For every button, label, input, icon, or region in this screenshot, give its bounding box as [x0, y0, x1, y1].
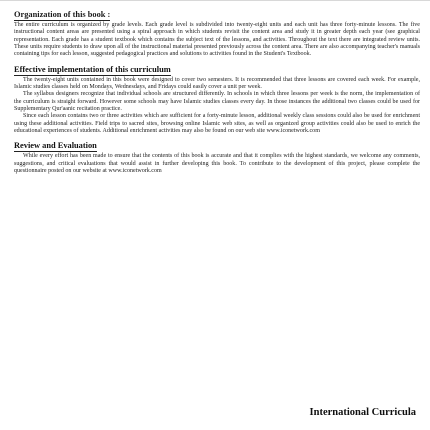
footer-brand: International Curricula	[309, 407, 416, 418]
implementation-paragraph-2: The syllabus designers recognize that individual schools are structured differently. In schools in which three lessons per week is the norm, the implementation of the curriculum is straight forward. However some schools may have Islamic studies classes every day. In those instances the additional two classes could be used for Supplementary Qur'aanic recitation practice.	[14, 91, 420, 113]
review-heading: Review and Evaluation	[14, 141, 97, 151]
implementation-section	[14, 59, 420, 136]
organization-section	[14, 4, 420, 59]
organization-paragraph: The entire curriculum is organized by grade levels. Each grade level is subdivided into twenty-eight units and each unit has three forty-minute lessons. The five instructional content areas are presented using a spiral approach in which students revisit the content area and study it in greater depth each year (see graphical representation. Each grade has a student textbook which contains the subject text of the lessons, and activities. Throughout the text there are integrated review units. These units require students to draw upon all of the instructional material presented previously across the content area. There are also accompanying teacher's manuals containing tips for each lesson, suggested pedagogical practices and solutions to activities found in the Student's Textbook.	[14, 22, 420, 58]
implementation-paragraph-1: The twenty-eight units contained in this book were designed to cover two semesters. It is recommended that three lessons are covered each week. For example, Islamic studies classes held on Mondays, Wednesdays, and Fridays could easily cover a unit per week.	[14, 76, 420, 91]
implementation-heading: Effective implementation of this curriculum	[14, 64, 171, 74]
organization-heading: Organization of this book :	[14, 10, 111, 19]
review-paragraph: While every effort has been made to ensure that the contents of this book is accurate and that it complies with the highest standards, we welcome any comments, suggestions, and critical evaluations that would assist in further developing this book. To contribute to the development of this project, please complete the questionnaire posted on our website at www.iconetwork.com	[14, 153, 420, 175]
top-divider	[0, 0, 430, 1]
review-section	[14, 135, 420, 175]
implementation-paragraph-3: Since each lesson contains two or three activities which are sufficient for a forty-minute lesson, additional weekly class sessions could also be used for enrichment using these additional activities. Field trips to sacred sites, browsing online Islamic web sites, as well as organized group activities could also be used to enrich the educational experiences of students. Additional enrichment activities may also be found on our web site www.iconetwork.com	[14, 113, 420, 135]
